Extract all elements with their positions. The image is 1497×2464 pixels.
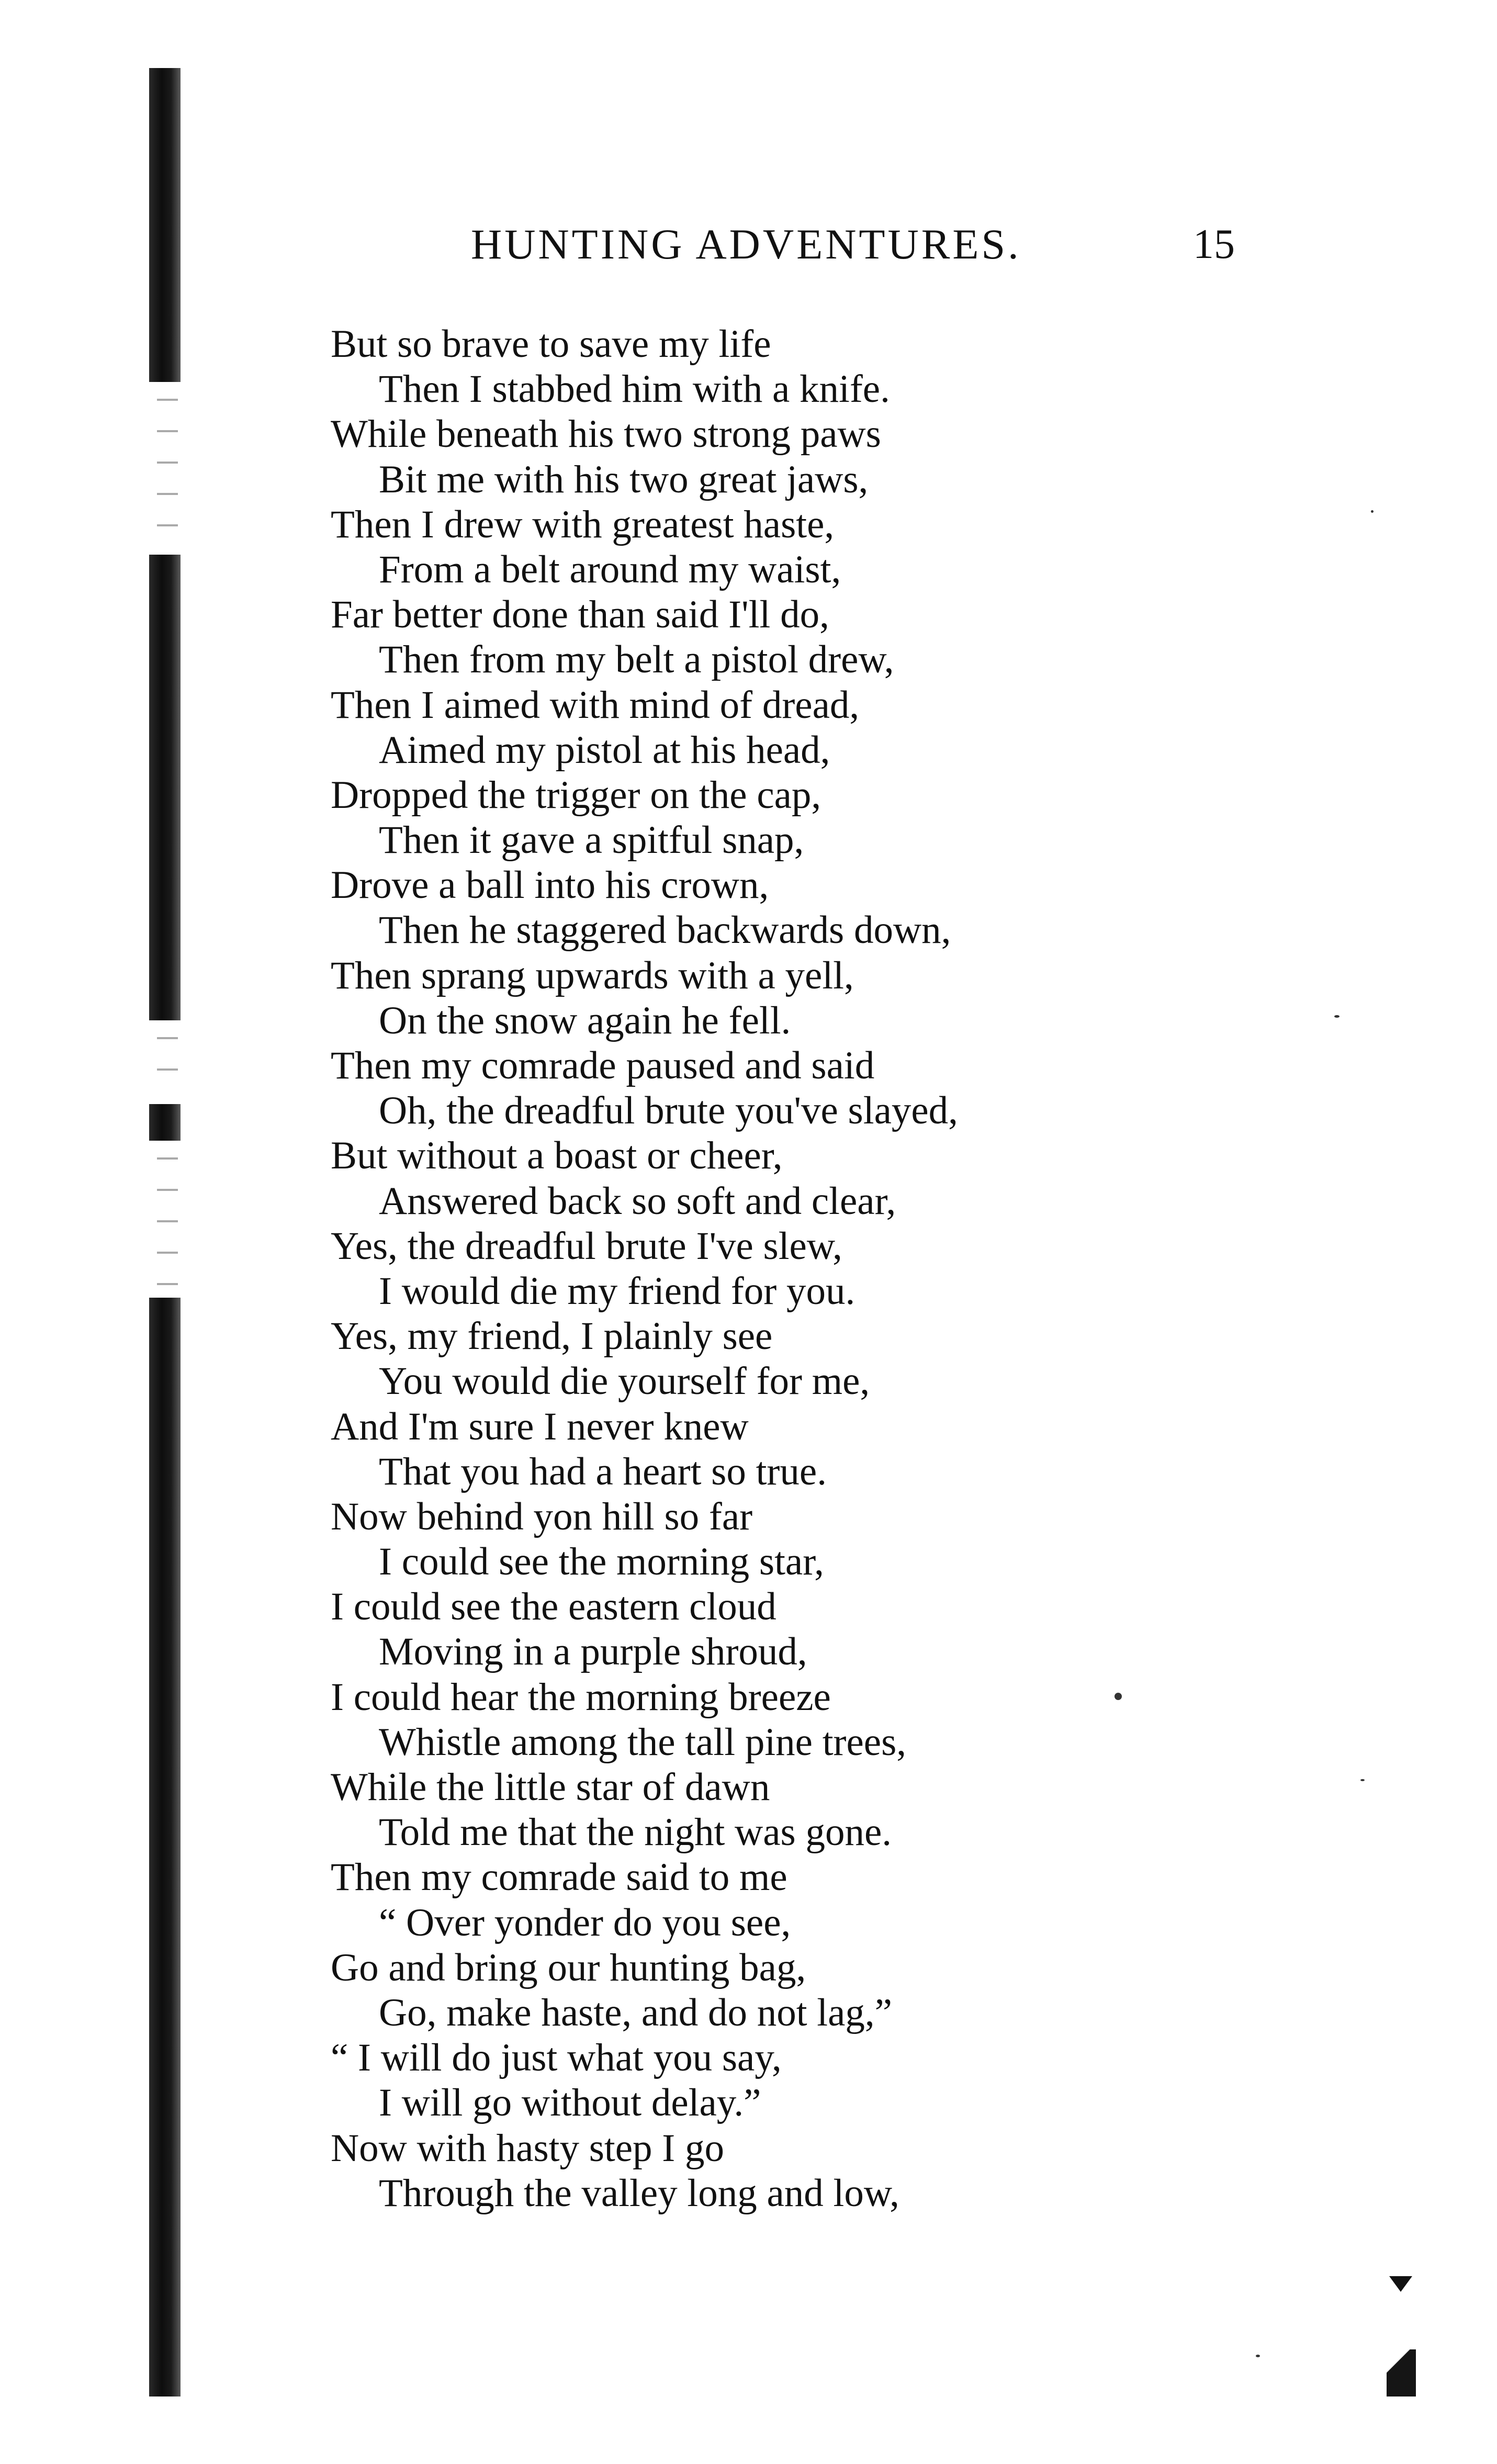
verse-line: You would die yourself for me, [379,1359,870,1403]
verse-line: Whistle among the tall pine trees, [379,1720,907,1764]
verse-line: “ Over yonder do you see, [379,1900,791,1944]
verse-line: And I'm sure I never knew [331,1404,749,1448]
scan-speck [1334,1015,1340,1018]
verse-line: Then I aimed with mind of dread, [331,683,860,727]
verse-line: From a belt around my waist, [379,547,841,591]
scan-speck [1360,1779,1365,1781]
scan-speck [1256,2355,1260,2357]
verse-line: That you had a heart so true. [379,1449,827,1493]
verse-line: Then my comrade paused and said [331,1044,875,1087]
verse-line: Then from my belt a pistol drew, [379,638,894,682]
scan-speck [1115,1693,1122,1700]
verse-line: Oh, the dreadful brute you've slayed, [379,1089,958,1133]
verse-line: “ I will do just what you say, [331,2036,782,2080]
verse-line: Moving in a purple shroud, [379,1630,807,1674]
verse-line: Then sprang upwards with a yell, [331,953,854,997]
gutter-gap [147,1141,188,1298]
verse-line: Then he staggered backwards down, [379,908,951,952]
verse-line: Then it gave a spitful snap, [379,818,804,862]
verse-line: Then I stabbed him with a knife. [379,367,890,411]
verse-line: Aimed my pistol at his head, [379,728,830,772]
verse-line: Now with hasty step I go [331,2126,725,2170]
verse-line: I could hear the morning breeze [331,1675,831,1719]
poem [331,322,1168,2216]
verse-line: Through the valley long and low, [379,2171,899,2215]
verse-line: I could see the eastern cloud [331,1585,776,1629]
verse-line: Drove a ball into his crown, [331,863,769,907]
verse-line: But so brave to save my life [331,322,771,366]
verse-line: Dropped the trigger on the cap, [331,773,821,817]
gutter-gap [147,1020,188,1104]
verse-line: While the little star of dawn [331,1765,770,1809]
verse-line: While beneath his two strong paws [331,412,881,456]
verse-line: Now behind yon hill so far [331,1494,753,1538]
verse-line: I will go without delay.” [379,2081,761,2125]
verse-line: Told me that the night was gone. [379,1810,892,1854]
scan-corner-mark [1387,2349,1416,2397]
gutter-gap [147,382,188,555]
verse-line: Go, make haste, and do not lag,” [379,1990,892,2034]
verse-line: Answered back so soft and clear, [379,1179,896,1223]
page-number: 15 [1193,221,1235,267]
verse-line: Go and bring our hunting bag, [331,1945,806,1989]
scan-mark [1389,2276,1412,2292]
running-title: HUNTING ADVENTURES. [471,220,1021,268]
verse-line: Then I drew with greatest haste, [331,502,835,546]
verse-line: I would die my friend for you. [379,1269,856,1313]
verse-line: Yes, the dreadful brute I've slew, [331,1224,842,1268]
verse-line: I could see the morning star, [379,1540,824,1584]
verse-line: Bit me with his two great jaws, [379,457,869,501]
verse-line: Far better done than said I'll do, [331,593,829,637]
verse-line: Then my comrade said to me [331,1855,787,1899]
verse-line: On the snow again he fell. [379,998,791,1042]
running-head [335,216,1235,273]
verse-line: Yes, my friend, I plainly see [331,1314,773,1358]
verse-line: But without a boast or cheer, [331,1134,783,1178]
scan-speck [1371,510,1374,513]
